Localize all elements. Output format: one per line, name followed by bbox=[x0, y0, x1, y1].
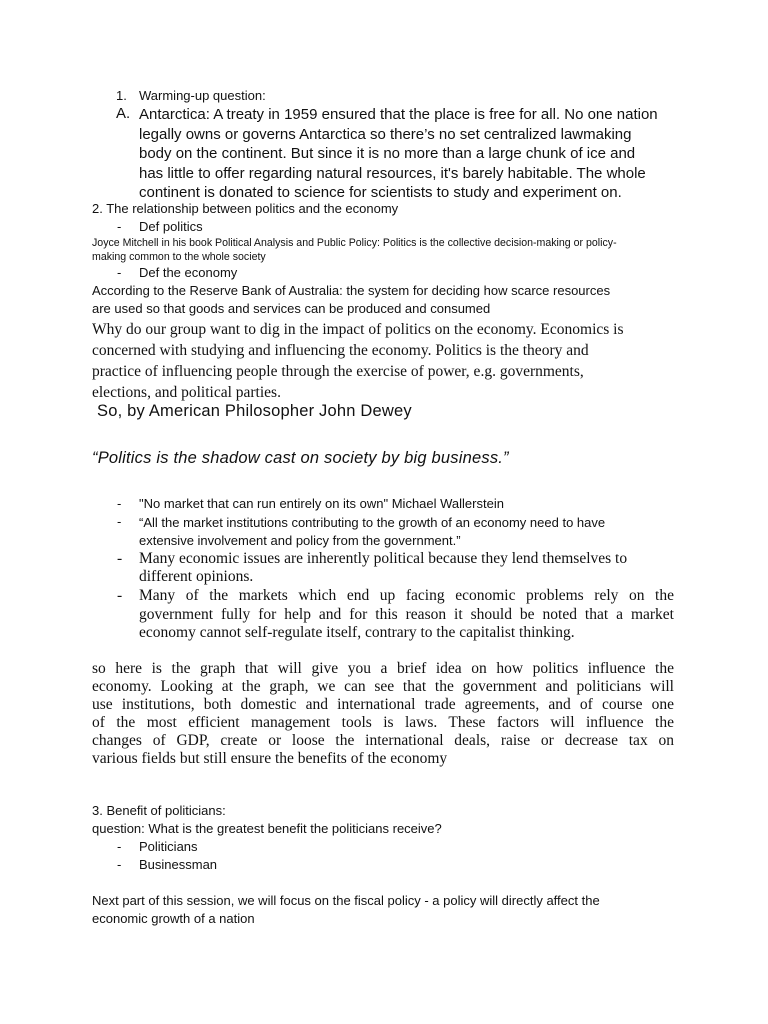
graph-line: changes of GDP, create or loose the international deals, raise or decrease tax on bbox=[92, 732, 674, 749]
antarctica-line: continent is donated to science for scientists to study and experiment on. bbox=[139, 184, 622, 201]
next-line: economic growth of a nation bbox=[92, 911, 255, 926]
dewey-intro: So, by American Philosopher John Dewey bbox=[97, 402, 412, 420]
bullet-wallerstein: "No market that can run entirely on its own" Michael Wallerstein bbox=[139, 496, 504, 511]
bullet-line: extensive involvement and policy from the government.” bbox=[139, 533, 461, 548]
option-businessman: Businessman bbox=[139, 857, 218, 872]
bullet-dash: - bbox=[117, 496, 122, 511]
graph-line: use institutions, both domestic and international trade agreements, and of course one bbox=[92, 696, 674, 713]
graph-line: economy. Looking at the graph, we can see that the government and politicians will bbox=[92, 678, 674, 695]
def-politics: Def politics bbox=[139, 219, 203, 234]
antarctica-line: Antarctica: A treaty in 1959 ensured that the place is free for all. No one nation bbox=[139, 106, 658, 123]
citation-line: making common to the whole society bbox=[92, 251, 266, 263]
why-paragraph bbox=[92, 319, 624, 403]
next-part-paragraph bbox=[92, 892, 600, 928]
bullet-dash: - bbox=[117, 514, 122, 529]
bullet-dash: - bbox=[117, 587, 123, 604]
bullet-dash: - bbox=[117, 857, 122, 872]
dewey-quote: “Politics is the shadow cast on society by big business.” bbox=[92, 449, 509, 467]
economy-citation bbox=[92, 282, 610, 318]
why-line: elections, and political parties. bbox=[92, 384, 281, 401]
antarctica-line: has little to offer regarding natural resources, it's barely habitable. The whole bbox=[139, 164, 646, 182]
citation-line: Joyce Mitchell in his book Political Analysis and Public Policy: Politics is the collective decision-making or policy- bbox=[92, 237, 617, 249]
bullet-dash: - bbox=[117, 219, 122, 234]
bullet-dash: - bbox=[117, 839, 122, 854]
graph-line: various fields but still ensure the benefits of the economy bbox=[92, 750, 448, 767]
citation-line: are used so that goods and services can be produced and consumed bbox=[92, 301, 491, 316]
antarctica-line: body on the continent. But since it is no more than a large chunk of ice and bbox=[139, 145, 636, 162]
bullet-line: different opinions. bbox=[139, 568, 254, 585]
next-line: Next part of this session, we will focus on the fiscal policy - a policy will directly affect the bbox=[92, 893, 600, 908]
politics-citation bbox=[92, 236, 617, 264]
bullet-line: government fully for help and for this reason it should be noted that a market bbox=[139, 605, 674, 623]
antarctica-paragraph bbox=[139, 105, 658, 203]
bullet-dash: - bbox=[117, 550, 123, 567]
citation-line: According to the Reserve Bank of Australia: the system for deciding how scarce resources bbox=[92, 283, 611, 298]
bullet-line: Many economic issues are inherently political because they lend themselves to bbox=[139, 550, 628, 567]
bullet-market-institutions bbox=[139, 514, 605, 550]
bullet-dash: - bbox=[117, 265, 122, 280]
antarctica-line: legally owns or governs Antarctica so there’s no set centralized lawmaking bbox=[139, 125, 632, 143]
section1-item-marker: A. bbox=[116, 105, 131, 122]
graph-line: of the most efficient management tools is laws. These factors will influence the bbox=[92, 714, 674, 731]
bullet-line: Many of the markets which end up facing economic problems rely on the bbox=[139, 587, 674, 604]
graph-line: so here is the graph that will give you a brief idea on how politics influence the bbox=[92, 660, 674, 677]
why-line: concerned with studying and influencing the economy. Politics is the theory and bbox=[92, 342, 589, 359]
option-politicians: Politicians bbox=[139, 839, 198, 854]
bullet-markets-problems bbox=[139, 587, 674, 643]
section3-heading: 3. Benefit of politicians: bbox=[92, 803, 226, 818]
section1-heading: Warming-up question: bbox=[139, 88, 266, 103]
why-line: Why do our group want to dig in the impact of politics on the economy. Economics is bbox=[92, 321, 624, 338]
section3-question: question: What is the greatest benefit the politicians receive? bbox=[92, 821, 442, 836]
why-line: practice of influencing people through the exercise of power, e.g. governments, bbox=[92, 363, 584, 380]
def-economy: Def the economy bbox=[139, 265, 238, 280]
bullet-economic-issues bbox=[139, 550, 627, 586]
section2-heading: 2. The relationship between politics and the economy bbox=[92, 201, 399, 216]
bullet-line: “All the market institutions contributing to the growth of an economy need to have bbox=[139, 515, 606, 530]
bullet-line: economy cannot self-regulate itself, contrary to the capitalist thinking. bbox=[139, 624, 575, 641]
section1-number: 1. bbox=[116, 88, 127, 103]
graph-paragraph bbox=[92, 660, 674, 768]
